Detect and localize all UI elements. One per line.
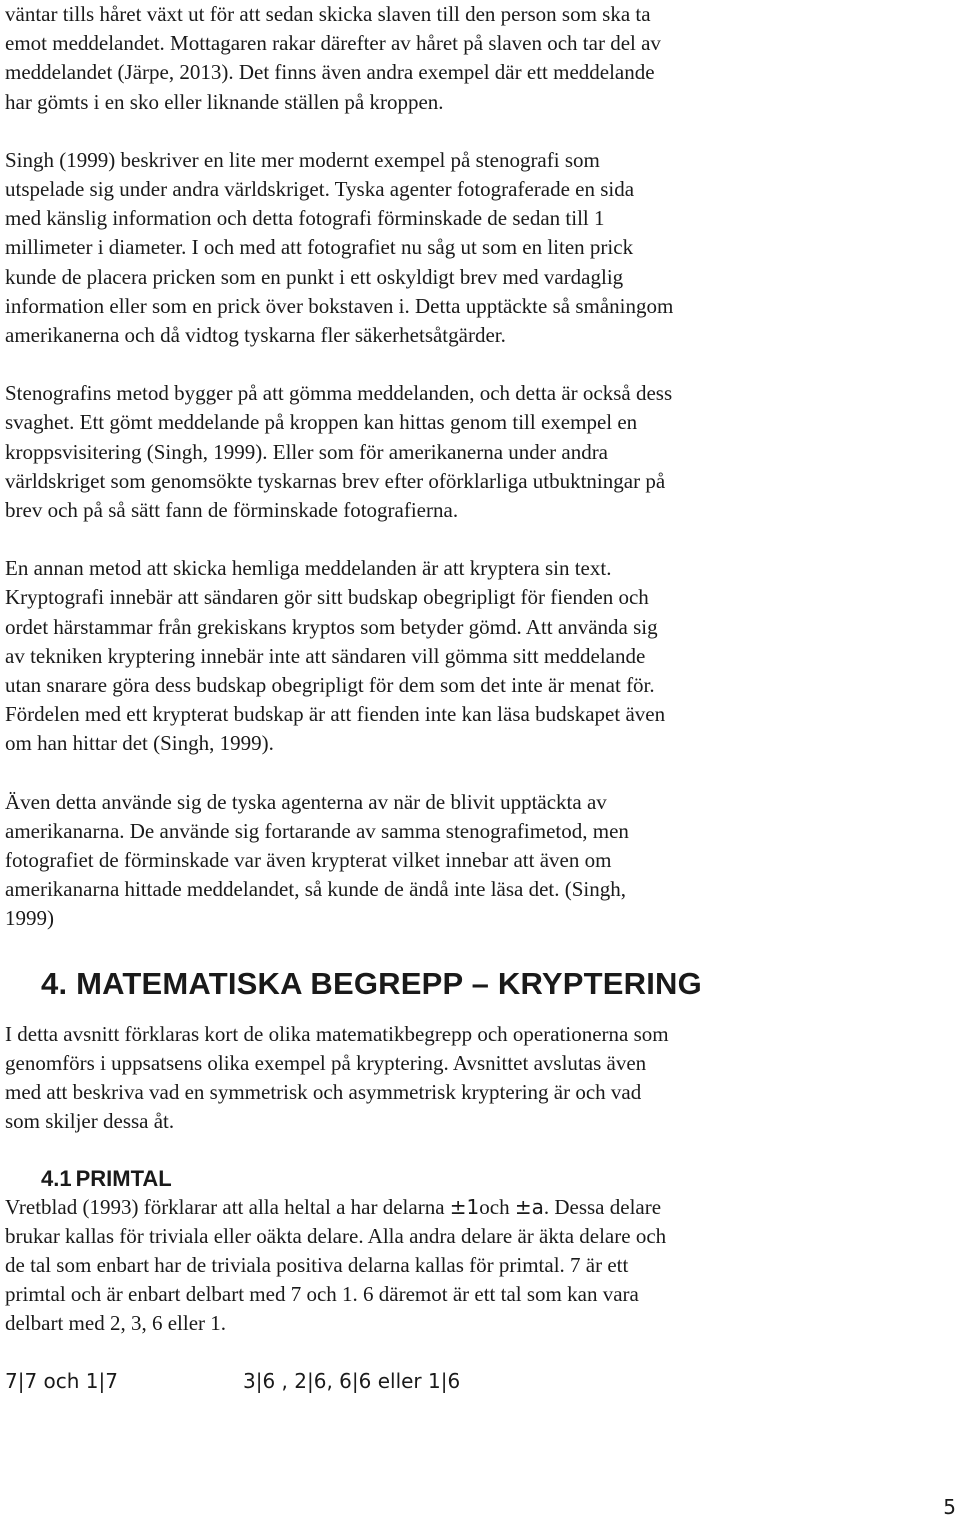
subsection-number: 4.1 xyxy=(41,1165,72,1191)
subsection-heading xyxy=(5,1164,955,1193)
text-line: som skiljer dessa åt. xyxy=(5,1109,175,1134)
text-segment: Vretblad (1993) förklarar att alla heltal a har delarna xyxy=(5,1194,450,1219)
text-line: Kryptografi innebär att sändaren gör sitt budskap obegripligt för fienden och xyxy=(5,585,649,610)
subsection-title: PRIMTAL xyxy=(75,1165,172,1191)
text-line: amerikanerna och då vidtog tyskarna fler säkerhetsåtgärder. xyxy=(5,323,506,348)
divisibility-examples xyxy=(5,1367,955,1397)
text-line: 1999) xyxy=(5,906,54,931)
text-line: Stenografins metod bygger på att gömma meddelanden, och detta är också dess xyxy=(5,381,673,406)
paragraph-microdot xyxy=(5,146,955,350)
paragraph-gap xyxy=(5,525,955,554)
heading-gap xyxy=(5,934,955,964)
document-page xyxy=(5,0,955,1397)
text-line: millimeter i diameter. I och med att fotografiet nu såg ut som en liten prick xyxy=(5,235,634,260)
paragraph-slave-message xyxy=(5,0,955,117)
text-line: väntar tills håret växt ut för att sedan skicka slaven till den person som ska ta xyxy=(5,2,651,26)
text-segment: . Dessa delare xyxy=(543,1194,662,1219)
heading-gap xyxy=(5,1004,955,1020)
text-line: emot meddelandet. Mottagaren rakar därefter av håret på slaven och tar del av xyxy=(5,31,661,56)
section-heading: 4. MATEMATISKA BEGREPP – KRYPTERING xyxy=(41,965,702,1001)
text-line: Fördelen med ett krypterat budskap är att fienden inte kan läsa budskapet även xyxy=(5,702,666,727)
text-line: I detta avsnitt förklaras kort de olika matematikbegrepp och operationerna som xyxy=(5,1021,669,1046)
text-line: har gömts i en sko eller liknande ställen på kroppen. xyxy=(5,89,444,114)
text-line: genomförs i uppsatsens olika exempel på kryptering. Avsnittet avslutas även xyxy=(5,1050,647,1075)
text-line: brev och på så sätt fann de förminskade fotografierna. xyxy=(5,498,459,523)
text-line: Singh (1999) beskriver en lite mer modernt exempel på stenografi som xyxy=(5,147,600,172)
text-line: kunde de placera pricken som en punkt i ett oskyldigt brev med vardaglig xyxy=(5,264,624,289)
paragraph-cryptography xyxy=(5,554,955,758)
paragraph-section-intro xyxy=(5,1020,955,1137)
text-line: Även detta använde sig de tyska agenterna av när de blivit upptäckta av xyxy=(5,789,607,814)
text-line: med känslig information och detta fotografi förminskade de sedan till 1 xyxy=(5,206,605,231)
paragraph-german-agents xyxy=(5,788,955,934)
text-line xyxy=(5,1193,955,1222)
text-line: världskriget som genomsökte tyskarnas brev efter oförklarliga utbuktningar på xyxy=(5,468,666,493)
text-line: En annan metod att skicka hemliga meddelanden är att kryptera sin text. xyxy=(5,556,612,581)
math-expression: ±a xyxy=(514,1194,544,1219)
text-line: primtal och är enbart delbart med 7 och 1. 6 däremot är ett tal som kan vara xyxy=(5,1282,639,1307)
text-line: amerikanarna hittade meddelandet, så kunde de ändå inte läsa det. (Singh, xyxy=(5,877,627,902)
paragraph-gap xyxy=(5,759,955,788)
text-segment: och xyxy=(479,1194,515,1219)
text-line: om han hittar det (Singh, 1999). xyxy=(5,731,274,756)
math-expression: 7|7 och 1|7 xyxy=(5,1368,118,1393)
paragraph-gap xyxy=(5,117,955,146)
math-expression: ±1 xyxy=(449,1194,480,1219)
text-line: ordet härstammar från grekiskans kryptos som betyder gömd. Att använda sig xyxy=(5,614,658,639)
text-line: fotografiet de förminskade var även krypterat vilket innebar att även om xyxy=(5,848,612,873)
paragraph-steganography-weakness xyxy=(5,379,955,525)
text-line: information eller som en prick över bokstaven i. Detta upptäckte så småningom xyxy=(5,293,674,318)
text-line: utspelade sig under andra världskriget. Tyska agenter fotograferade en sida xyxy=(5,177,635,202)
paragraph-gap xyxy=(5,350,955,379)
text-line: brukar kallas för triviala eller oäkta delare. Alla andra delare är äkta delare och xyxy=(5,1223,667,1248)
math-gap xyxy=(5,1339,955,1367)
heading-gap xyxy=(5,1137,955,1164)
text-line: med att beskriva vad en symmetrisk och asymmetrisk kryptering är och vad xyxy=(5,1080,642,1105)
math-expression: 3|6 , 2|6, 6|6 eller 1|6 xyxy=(243,1368,461,1393)
text-line: kroppsvisitering (Singh, 1999). Eller som för amerikanerna under andra xyxy=(5,439,609,464)
text-line: utan snarare göra dess budskap obegripligt för dem som det inte är menat för. xyxy=(5,673,655,698)
text-line: meddelandet (Järpe, 2013). Det finns även andra exempel där ett meddelande xyxy=(5,60,655,85)
text-line: av tekniken kryptering innebär inte att sändaren vill gömma sitt meddelande xyxy=(5,643,646,668)
page-number: 5 xyxy=(943,1495,956,1519)
text-line: de tal som enbart har de triviala positiva delarna kallas för primtal. 7 är ett xyxy=(5,1252,629,1277)
text-line: svaghet. Ett gömt meddelande på kroppen kan hittas genom till exempel en xyxy=(5,410,638,435)
text-line: amerikanarna. De använde sig fortarande av samma stenografimetod, men xyxy=(5,818,629,843)
paragraph-primes xyxy=(5,1193,955,1339)
text-line: delbart med 2, 3, 6 eller 1. xyxy=(5,1311,227,1336)
